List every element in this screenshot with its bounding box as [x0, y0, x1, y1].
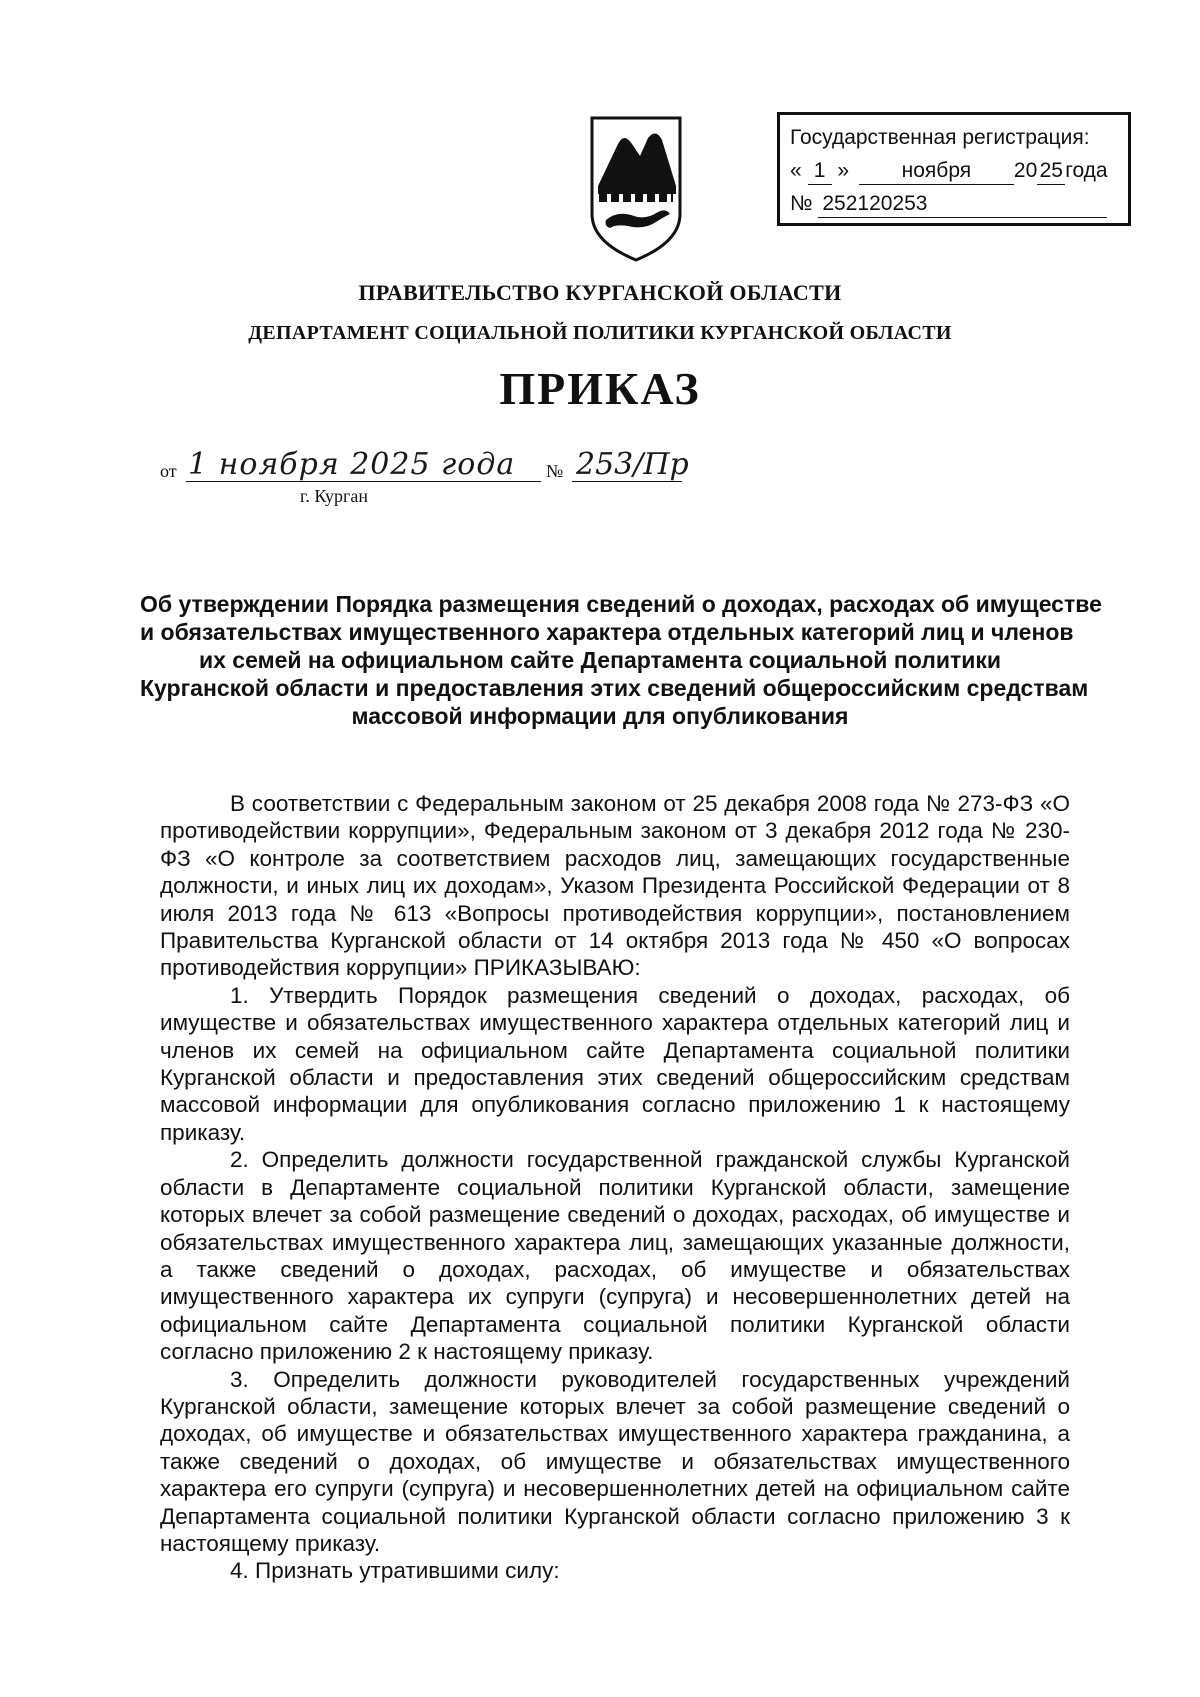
state-registration-stamp: [777, 112, 1131, 226]
clause-1-paragraph: 1. Утвердить Порядок размещения сведений о доходах, расходах, об имуществе и обязательствах имущественного характера отдельных категорий лиц и членов их семей на официальном сайте Департамента социальной политики Курганской области и предоставления этих сведений общероссийским средствам массовой информации для опубликования согласно приложению 1 к настоящему приказу.: [160, 982, 1070, 1145]
title-line: их семей на официальном сайте Департамента социальной политики: [198, 647, 1002, 673]
registration-day-open: «: [790, 159, 802, 182]
handwritten-date: 1 ноября 2025 года: [188, 447, 516, 482]
registration-month: ноября: [859, 158, 1014, 185]
title-line: и обязательствах имущественного характера отдельных категорий лиц и членов: [140, 619, 1074, 645]
registration-year-suffix: 25: [1037, 158, 1065, 185]
order-title: [140, 590, 1102, 730]
clause-3-paragraph: 3. Определить должности руководителей государственных учреждений Курганской области, замещение которых влечет за собой размещение сведений о доходах, об имуществе и обязательствах имущественного характера гражданина, а также сведений о доходах, об имуществе и обязательствах имущественного характера его супруги (супруга) и несовершеннолетних детей на официальном сайте Департамента социальной политики Курганской области согласно приложению 3 к настоящему приказу.: [160, 1366, 1070, 1556]
title-line: массовой информации для опубликования: [351, 703, 849, 729]
handwritten-order-number: 253/Пр: [576, 447, 689, 482]
date-from-label: от: [160, 461, 177, 481]
registration-number-label: №: [790, 192, 813, 215]
registration-date-row: [790, 154, 1118, 187]
registration-day-close: »: [837, 159, 850, 182]
registration-label: Государственная регистрация:: [790, 126, 1090, 149]
title-line: Курганской области и предоставления этих сведений общероссийским средствам: [140, 675, 1089, 701]
order-number-label: №: [546, 461, 564, 481]
government-name: ПРАВИТЕЛЬСТВО КУРГАНСКОЙ ОБЛАСТИ: [358, 280, 842, 305]
clause-4-paragraph: 4. Признать утратившими силу:: [230, 1558, 560, 1584]
registration-number-row: [790, 187, 1118, 220]
preamble-paragraph: В соответствии с Федеральным законом от 25 декабря 2008 года № 273-ФЗ «О противодействии коррупции», Федеральным законом от 3 декабря 2012 года № 230-ФЗ «О контроле за соответствием расходов лиц, замещающих государственные должности, и иных лиц их доходам», Указом Президента Российской Федерации от 8 июля 2013 года № 613 «Вопросы противодействия коррупции», постановлением Правительства Курганской области от 14 октября 2013 года № 450 «О вопросах противодействия коррупции» ПРИКАЗЫВАЮ:: [160, 791, 1070, 981]
registration-year-prefix: 20: [1013, 159, 1038, 182]
department-name: ДЕПАРТАМЕНТ СОЦИАЛЬНОЙ ПОЛИТИКИ КУРГАНСКОЙ ОБЛАСТИ: [248, 322, 952, 344]
clause-2-paragraph: 2. Определить должности государственной гражданской службы Курганской области в Департаменте социальной политики Курганской области, замещение которых влечет за собой размещение сведений о доходах, расходах, об имуществе и обязательствах имущественного характера лиц, замещающих указанные должности, а также сведений о доходах, расходах, об имуществе и обязательствах имущественного характера их супруги (супруга) и несовершеннолетних детей на официальном сайте Департамента социальной политики Курганской области согласно приложению 2 к настоящему приказу.: [160, 1147, 1070, 1365]
title-line: Об утверждении Порядка размещения сведений о доходах, расходах об имуществе: [140, 591, 1102, 617]
city-name: г. Курган: [300, 486, 369, 506]
order-date-line: [160, 447, 720, 507]
registration-number: 252120253: [818, 191, 1107, 218]
order-body: [160, 790, 1070, 1585]
document-type: ПРИКАЗ: [499, 363, 701, 414]
coat-of-arms-emblem: [588, 114, 684, 264]
registration-day: 1: [808, 158, 832, 185]
registration-year-word: года: [1065, 159, 1108, 182]
